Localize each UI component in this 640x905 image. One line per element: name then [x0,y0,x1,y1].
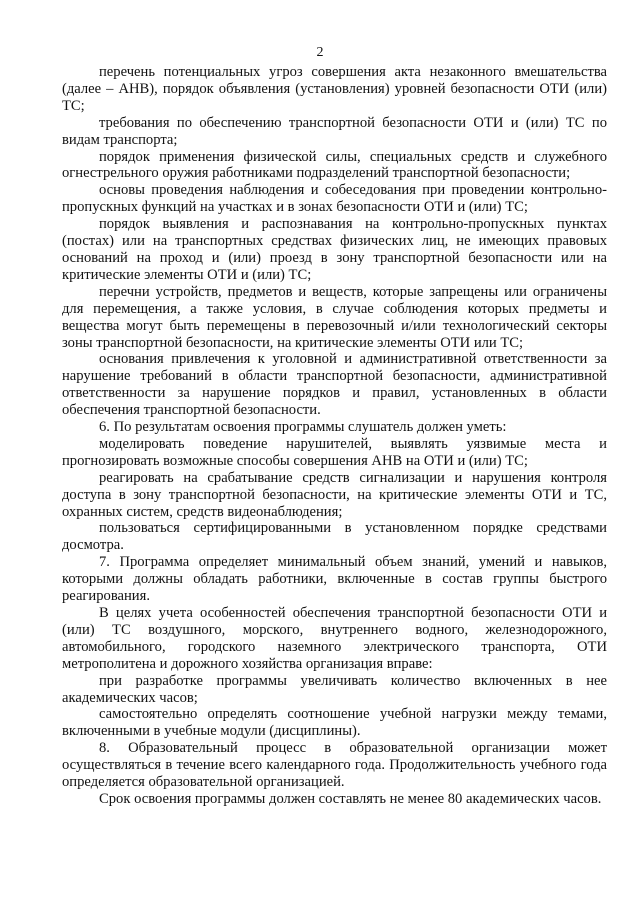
paragraph-observation-basics: основы проведения наблюдения и собеседования при проведении контрольно-пропускных функций на участках и в зонах безопасности ОТИ и (или) ТС; [62,182,607,216]
paragraph-screening-equipment: пользоваться сертифицированными в установленном порядке средствами досмотра. [62,520,607,554]
paragraph-academic-hours: при разработке программы увеличивать количество включенных в нее академических часов; [62,672,607,706]
paragraph-alarm-response: реагировать на срабатывание средств сигнализации и нарушения контроля доступа в зону транспортной безопасности, на критические элементы ОТИ и ТС, охранных систем, средств видеонаблюдения; [62,469,607,520]
paragraph-duration: Срок освоения программы должен составлять не менее 80 академических часов. [99,790,602,807]
paragraph-prohibited-items: перечни устройств, предметов и веществ, которые запрещены или ограничены для перемещения, а также условия, в случае соблюдения которых предметы и вещества могут быть перемещены в перевозочный и/или технологический секторы зоны транспортной безопасности, на критические элементы ОТИ или ТС; [62,283,607,351]
paragraph-liability: основания привлечения к уголовной и административной ответственности за нарушение требований в области транспортной безопасности, административной ответственности за нарушение порядков и правил, установленных в области обеспечения транспортной безопасности. [62,351,607,419]
paragraph-section-8: 8. Образовательный процесс в образовательной организации может осуществляться в течение всего календарного года. Продолжительность учебного года определяется образовательной организацией. [62,740,607,791]
paragraph-workload-ratio: самостоятельно определять соотношение учебной нагрузки между темами, включенными в учебные модули (дисциплины). [62,706,607,740]
paragraph-modeling: моделировать поведение нарушителей, выявлять уязвимые места и прогнозировать возможные способы совершения АНВ на ОТИ и (или) ТС; [62,435,607,469]
paragraph-transport-specifics: В целях учета особенностей обеспечения транспортной безопасности ОТИ и (или) ТС воздушного, морского, внутреннего водного, железнодорожного, автомобильного, городского наземного электрического транспорта, ОТИ метрополитена и дорожного хозяйства организация вправе: [62,605,607,672]
document-body [62,64,607,808]
paragraph-use-of-force: порядок применения физической силы, специальных средств и служебного огнестрельного оружия работниками подразделений транспортной безопасности; [62,148,607,182]
paragraph-threat-list: перечень потенциальных угроз совершения акта незаконного вмешательства (далее – АНВ), порядок объявления (установления) уровней безопасности ОТИ (или) ТС; [62,64,607,114]
paragraph-section-6: 6. По результатам освоения программы слушатель должен уметь: [99,419,507,436]
paragraph-section-7: 7. Программа определяет минимальный объем знаний, умений и навыков, которыми должны обладать работники, включенные в состав группы быстрого реагирования. [62,554,607,605]
page-number: 2 [316,45,324,60]
paragraph-detection-procedure: порядок выявления и распознавания на контрольно-пропускных пунктах (постах) или на транспортных средствах физических лиц, не имеющих правовых оснований на проход и (или) проезд в зону транспортной безопасности или на критические элементы ОТИ и (или) ТС; [62,216,607,283]
paragraph-security-requirements: требования по обеспечению транспортной безопасности ОТИ и (или) ТС по видам транспорта; [62,114,607,148]
